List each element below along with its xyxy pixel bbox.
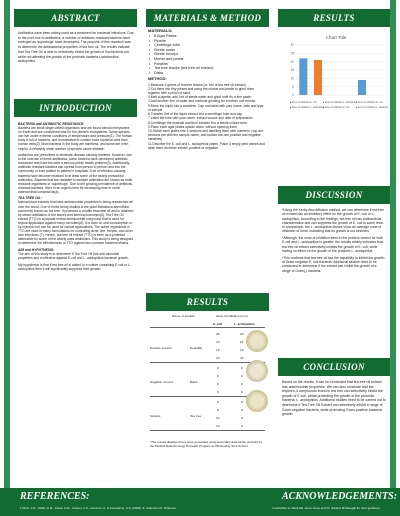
table-cell: 0 xyxy=(241,366,243,370)
y-tick-label: 20 xyxy=(290,59,294,64)
method-step: 3.Melt a pipette, add 2ml of sterile water and grind until it's a fine paste. xyxy=(148,95,252,100)
col-header-sample: Name of sample xyxy=(172,314,195,318)
chart-bar xyxy=(358,80,366,95)
table-cell: 19 xyxy=(240,348,244,352)
acknowledgements-heading: ACKNOWLEDGEMENTS: xyxy=(282,491,398,502)
material-item: • Tea tree leaves (tea tree oil extract) xyxy=(148,66,266,71)
category-label: ■ Zone of inhibition L. acidophilus xyxy=(290,107,325,109)
y-tick-label: 5 xyxy=(292,84,294,89)
method-step: 10.Divide each plates into 4 sections and labelling them with numbers ( top two sections are with the sample-name, and bottom two are positive and negative variables) xyxy=(148,129,264,142)
left-accent-bar xyxy=(4,0,10,488)
introduction-text xyxy=(18,121,134,481)
table-cell: 0 xyxy=(241,382,243,386)
introduction-heading: INTRODUCTION xyxy=(14,99,137,117)
right-accent-bar xyxy=(390,0,396,488)
intro-paragraph: Natural plant extracts that have antimicrobial properties is being researched all over the world. One of these being studied is the plant Melaleuca alternifolia commonly known as tea tree. It produces a volatile essential oil and is obtained by steam distillation of the leaves and terminal branches(5). Tea Tree Oil extract (TTO) is a popular herbal antimicrobial compound that is used for topical application against many microbes(6). It is toxic on oral consumption or by injection but can be used for topical applications. The active ingredients in TTO are used in many formulations for controlling acne, lice, herpes, and other skin infections (7). Hence, tea tree oil extract (TTO) is seen as a potential alternative for some of the widely used antibiotics. This study is being designed to determine the effectiveness of TTO against two common bacterial strains. xyxy=(18,200,134,246)
row-sample-name: Tea tree xyxy=(190,414,202,418)
results-footnote: *The results displayed here were generated using secondary data kindly provided by the Medical Biotechnology Outreach Program at Whitsunday Tech School. xyxy=(150,441,263,448)
material-item: • Disks xyxy=(148,71,266,76)
table-cell: 10 xyxy=(216,424,220,428)
petri-dish-image xyxy=(246,330,268,352)
y-tick-label: 10 xyxy=(290,76,294,81)
table-cell: 0 xyxy=(241,390,243,394)
category-label: ■ Zone of inhibition E. coli xyxy=(356,102,383,104)
results-chart xyxy=(284,33,388,115)
category-label: ■ Zone of inhibition E. coli xyxy=(323,107,350,109)
method-step: 8.Centrifuge the material and then transfer it to a sterile culture tube. xyxy=(148,120,248,125)
references-heading: REFERENCES: xyxy=(20,491,90,502)
results-chart-heading: RESULTS xyxy=(278,9,390,27)
row-group-label: Positive Control xyxy=(150,346,172,350)
row-sample-name: Blank xyxy=(190,380,198,384)
petri-dish-image xyxy=(246,390,268,412)
references-text: 1.Ricci, F.G., Tabla, G.M., Paula, G.R., Carson, C.F., Hammer, K. & Cesmalme, S.S. (2006). 2. Anderson M. Sciences. xyxy=(20,507,177,510)
y-tick-label: 0 xyxy=(292,93,294,98)
table-cell: 21 xyxy=(240,340,244,344)
method-step: 11.Describe the E. coli and L. acidophilus plates. Place 3 empty petri dishes and label them as either extract, positive or negative xyxy=(148,141,265,150)
bar-chart xyxy=(284,33,388,115)
method-step: 1.Measure 3 grams of tea tree leaves (or 1ml of tea tree oil extract) xyxy=(148,82,246,87)
intro-subheading-tea-tree: TEA TREE OIL: xyxy=(18,196,42,201)
chart-bar xyxy=(299,58,307,95)
method-label: METHOD: xyxy=(148,76,167,82)
table-cell: 19 xyxy=(216,348,220,352)
table-cell: 6 xyxy=(217,400,219,404)
conclusion-text: Based on the results, it can be concluded that tea tree oil extract has antimicrobial properties. We can also conclude that the terpinen-4 compounds found in tea tree can selectively inhibit the growth of E.coli, whilst protecting the growth of the probiotic bacteria, L. acidophilus. Additional studies need to be carried out to determine if Tea Tree Oil Extract can selectively inhibit a range of Gram-negative bacteria, while promoting Gram-positive bacterial growth. xyxy=(282,380,386,417)
discussion-heading: DISCUSSION xyxy=(278,186,390,204)
discussion-text xyxy=(282,208,386,328)
method-step: 5.Move the liquid into a container. Cap and label with your name, date and type of sample. xyxy=(148,103,264,112)
methods-heading: MATERIALS & METHOD xyxy=(146,9,269,27)
table-cell: 8 xyxy=(217,408,219,412)
table-cell: 16 xyxy=(216,340,220,344)
col-header-zone: Zone of inhibition (mm) xyxy=(216,314,248,318)
table-cell: 0 xyxy=(241,416,243,420)
row-group-label: Sample xyxy=(150,414,161,418)
row-sample-name: Penicillin xyxy=(190,346,203,350)
table-cell: 20 xyxy=(240,332,244,336)
y-tick-label: 30 xyxy=(290,43,294,48)
y-tick-label: 15 xyxy=(290,68,294,73)
materials-list xyxy=(148,34,266,75)
petri-dish-image xyxy=(246,360,268,382)
chart-bar xyxy=(314,60,322,95)
table-cell: 0 xyxy=(241,400,243,404)
method-step: 9.Place each agar plates upside down, without opening them xyxy=(148,124,237,129)
method-step: 6.Transfer 2ml of the liquid extract into a centrifuge tube and cap. xyxy=(148,112,243,117)
category-label: ■ Zone of inhibition E. coli xyxy=(290,102,317,104)
acknowledgements-text: I would like to thank Ms. Anne Jeroy and Dr. Sandra McDougall for their guidance. xyxy=(272,507,381,510)
method-step: 4.Add another 4ml of water and continue grinding for a further one minute. xyxy=(148,99,257,104)
abstract-text: Antibiotics have been widely used as a treatment for bacterial infections. Due to the over-use of antibiotics, a number of antibiotic-resistant bacteria have emerged as 'superbugs' have developed. The purpose of this research was to determine the antibacterial properties of tea tree oil. The results indicate that Tea Tree Oil is able to selectively inhibit the growth of Escherichia coli, while not affecting the growth of the probiotic bacteria Lactobacillus acidophilus. xyxy=(18,31,134,64)
intro-paragraph: Bacteria are small single-celled organisms and are found almost everywhere on Earth and are considered vital for the planet's ecosystems. Some species can live under extreme conditions of temperature and pressure(1). The human body is full of bacteria, and is estimated to contain more bacterial cells than human cells(2). Most bacteria in the body are harmless, and some are even helpful. A relatively small number of species cause disease. xyxy=(18,126,133,151)
y-tick-label: 25 xyxy=(290,51,294,56)
col-header-lacto: L. acidophilus xyxy=(234,322,255,326)
petri-dish-photos xyxy=(246,330,268,442)
table-cell: 0 xyxy=(217,374,219,378)
table-cell: 0 xyxy=(241,374,243,378)
table-cell: 0 xyxy=(241,408,243,412)
methods-text xyxy=(148,28,266,258)
table-cell: 26 xyxy=(216,332,220,336)
table-cell: 0 xyxy=(217,366,219,370)
intro-paragraph: The aim of this study is to determine if Tea Tree Oil has anti-microbial properties and is effective against E.coli and L. acidophilus bacterial growth. xyxy=(18,251,129,261)
material-item: • Centrifuge tube xyxy=(148,43,266,48)
category-label: ■ Zone of inhibition L. acidophilus xyxy=(356,107,388,109)
material-item: • Sterile water xyxy=(148,48,266,53)
material-item: • 8 Agar Plates xyxy=(148,34,266,39)
method-step: 2.Cut them into tiny pieces and using the mortar and pestle to grind them together with a pinch of sand. xyxy=(148,86,255,95)
method-step: 7.Label the tube with your name, extract source and date of preparation. xyxy=(148,116,254,121)
table-cell: 22 xyxy=(240,356,244,360)
discussion-paragraph: *Using the Kerby disc diffusion method, we can determine if tea tree oil extract has an inhibitory effect on the growth of E. coli or L. acidophilus. According to the findings, tea tree oil has antibacterial characteristics and can suppress the growth of E. coli to some level. In comparison, the L. acidophilus dishes show an average zone of inhibition of 0mm, indicating that its growth is not inhibited. xyxy=(282,208,384,234)
discussion-paragraph: *This confirms that tea tree oil has the capability to inhibit the growth of Gram-negative E. coli bacteria. Additional studies need to be conducted to determine if the extract can inhibit the growth of a range of Gram(-) bacteria. xyxy=(282,255,385,273)
intro-subheading-aim: AIM and HYPOTHESIS: xyxy=(18,247,55,252)
intro-paragraph: Antibiotics are prescribed to eliminate disease causing bacteria. However, due to the overuse of these antibiotics, some bacteria have developed antibiotic resistance and have become a serious public health problem(3). Additionally, antibiotic resistant bacteria can spread from person to person and into the community or from patient to patient in hospitals. A lot of infection-causing bacteria have become resistant to at least some of the widely prescribed antibiotics. Bacteria that are resistant to multiple antibiotics are known as multi-resistant organisms or 'superbugs'. Due to the growing prevalence of antibiotic-resistant bacteria, there is an urgent need for developing new or novel antimicrobial compounds(4). xyxy=(18,153,134,194)
material-item: • Parafilm xyxy=(148,62,266,67)
materials-label: MATERIALS: xyxy=(148,28,173,33)
discussion-paragraph: *Although, the zone of inhibition seen in the positive control for both E.coli and L. acidophilus is greater, the results clearly indicates that tea tree oil extract selectively inhibits the growth of E. coli, while having no effect on the growth of the probiotic L. acidophilus. xyxy=(282,236,384,254)
category-label: ■ Zone of inhibition L. acidophilus xyxy=(323,102,358,104)
table-cell: 0 xyxy=(217,390,219,394)
table-cell: 0 xyxy=(241,424,243,428)
material-item: • Sterile forceps xyxy=(148,52,266,57)
abstract-heading: ABSTRACT xyxy=(14,9,137,27)
conclusion-heading: CONCLUSION xyxy=(278,358,390,376)
col-header-ecoli: E. coli xyxy=(213,322,223,326)
method-steps xyxy=(148,83,266,150)
material-item: • Pipette xyxy=(148,39,266,44)
table-cell: 20 xyxy=(216,356,220,360)
material-item: • Mortar and pestle xyxy=(148,57,266,62)
chart-title: Chart Title xyxy=(325,35,347,40)
intro-subheading-bacteria: BACTERIA and ANTIBIOTIC RESISTANCE: xyxy=(18,122,85,126)
results-table-heading: RESULTS xyxy=(146,293,269,311)
intro-paragraph: My hypothesis is that if tea tree oil is added to a culture containing E.coli or L. acidophilus then it will significantly suppress their growth. xyxy=(18,262,131,271)
table-cell: 0 xyxy=(217,382,219,386)
table-cell: 12 xyxy=(216,416,220,420)
row-group-label: Negative Control xyxy=(150,380,174,384)
